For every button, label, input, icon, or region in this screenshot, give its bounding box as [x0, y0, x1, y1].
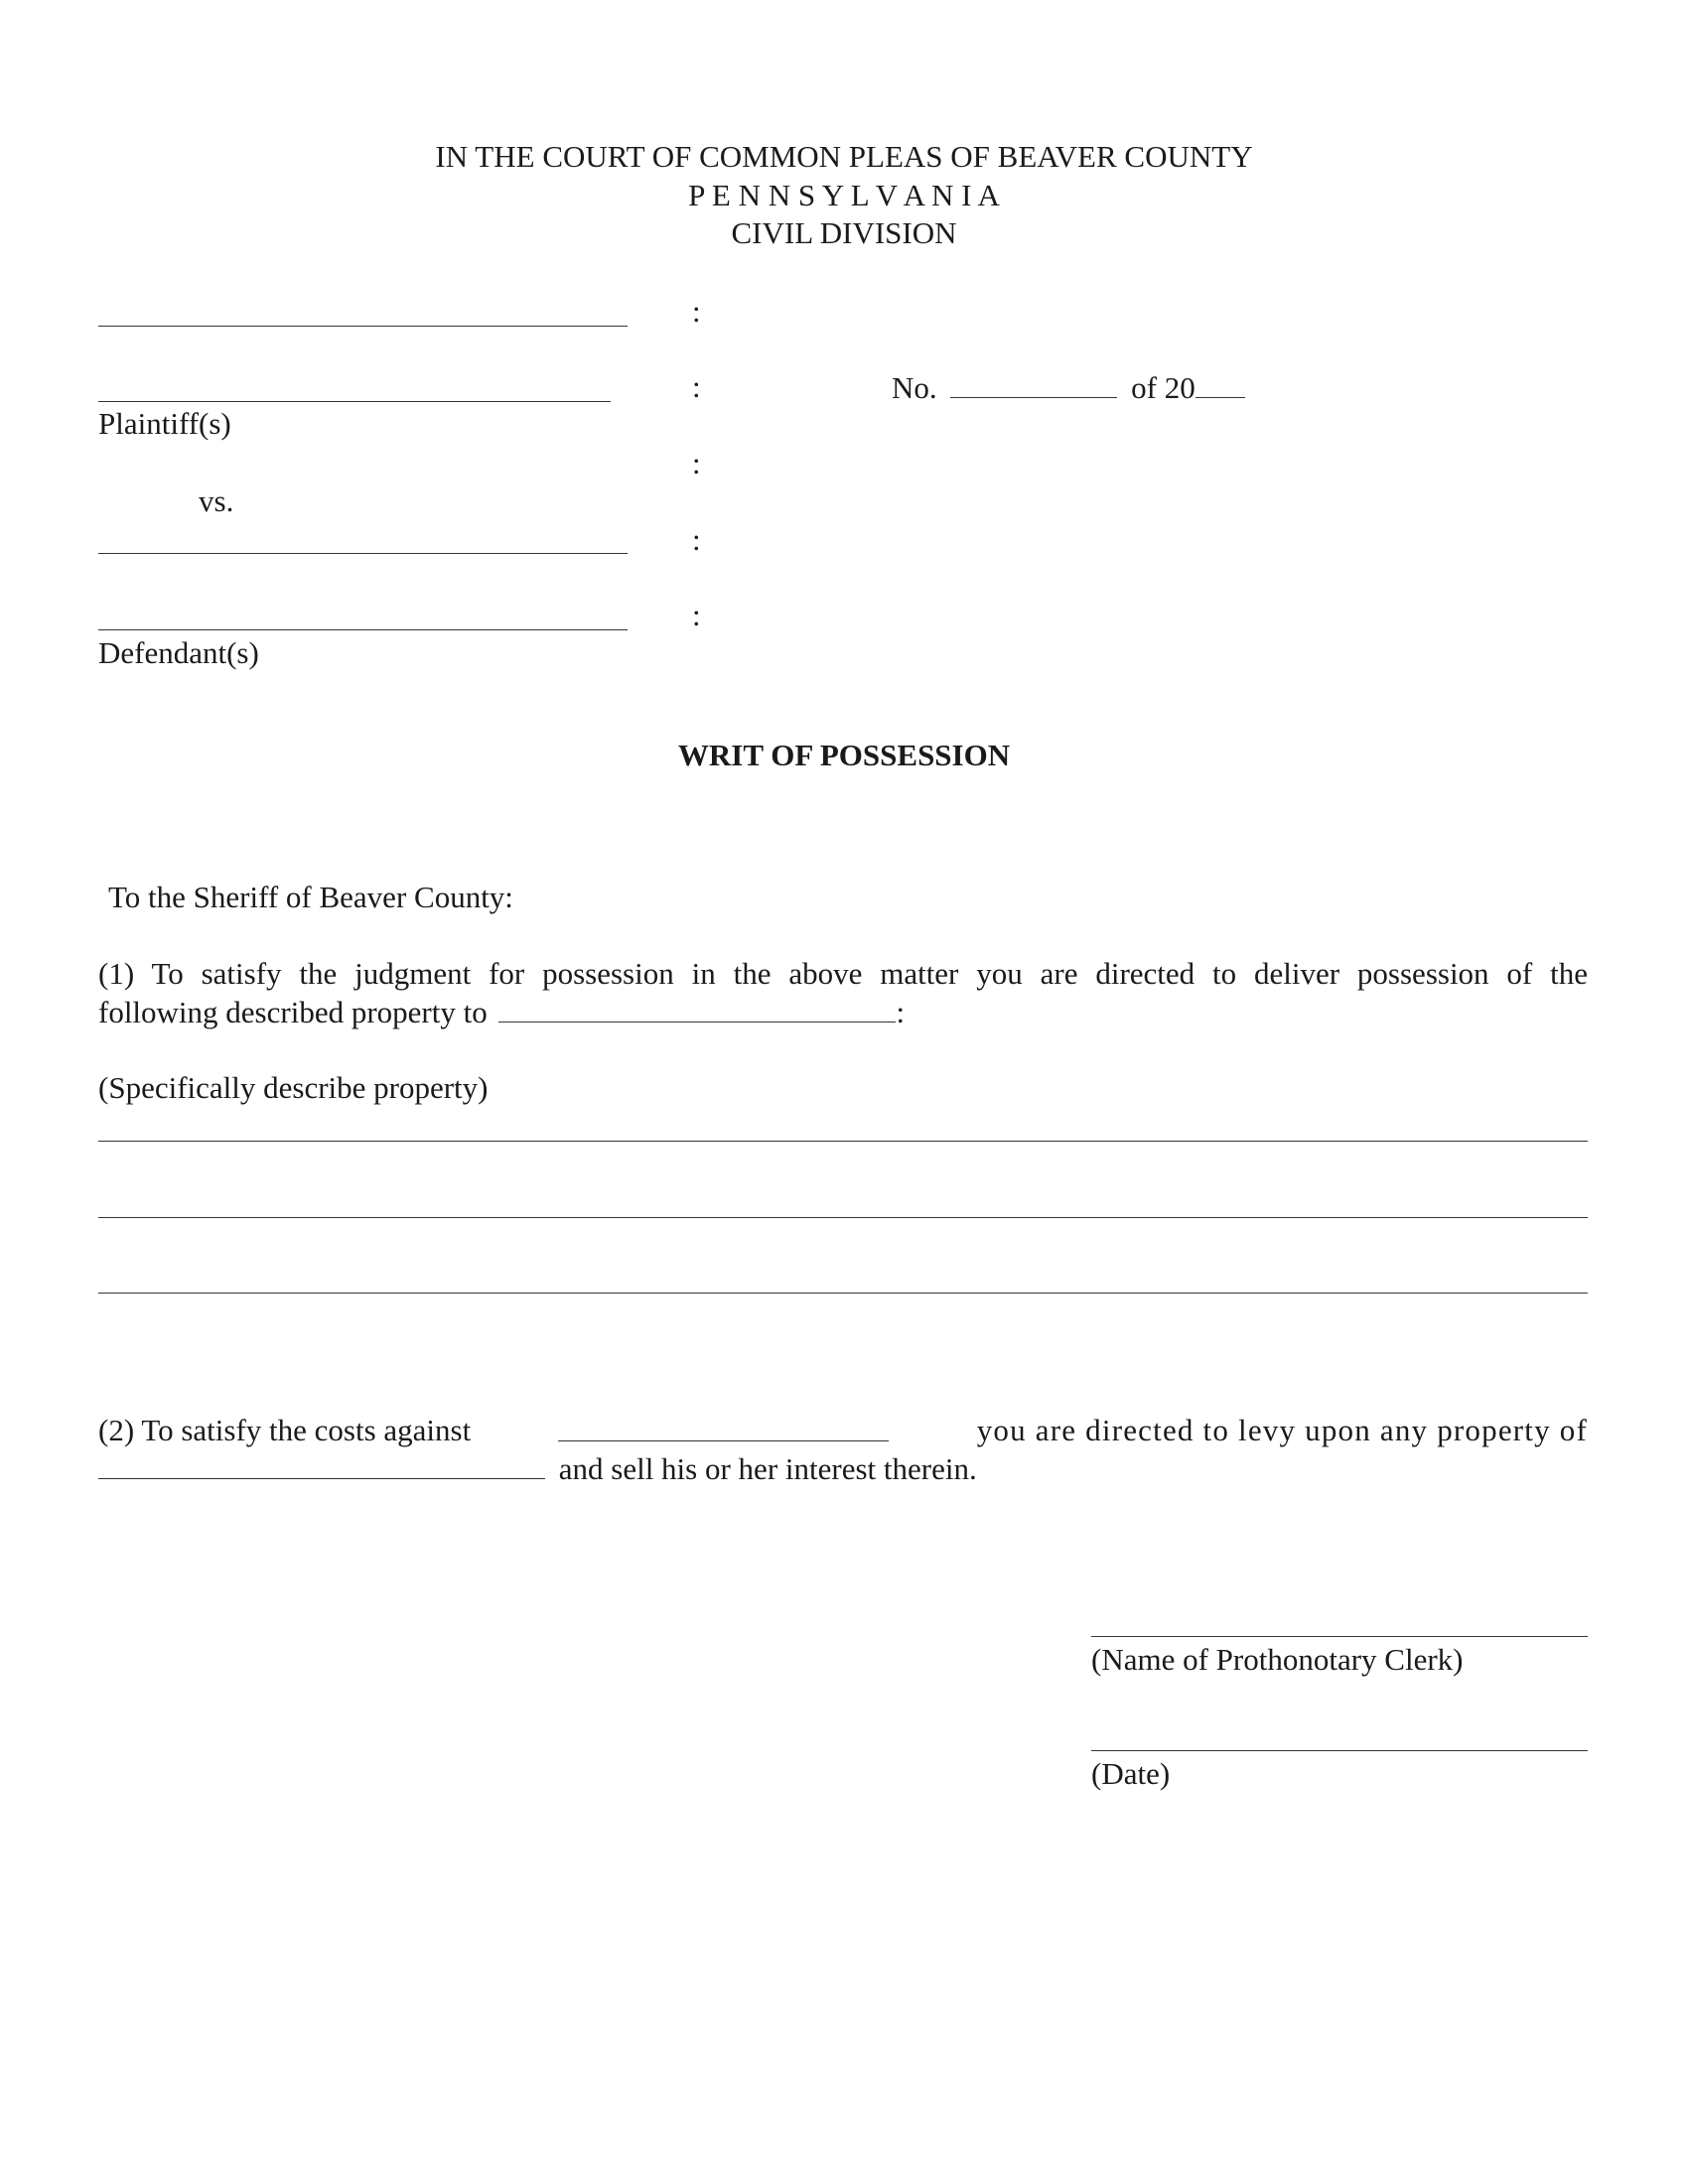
property-line-2[interactable] [98, 1217, 1588, 1218]
division-heading: CIVIL DIVISION [731, 215, 957, 250]
para2-line2-end: and sell his or her interest therein. [558, 1451, 977, 1486]
vs-label: vs. [199, 483, 234, 518]
plaintiff-line-1[interactable] [98, 326, 628, 327]
caption-colon-1: : [692, 294, 701, 329]
caption-colon-2: : [692, 369, 701, 404]
defendant-line-2[interactable] [98, 629, 628, 630]
plaintiff-label: Plaintiff(s) [98, 406, 231, 441]
case-year-field[interactable] [1196, 371, 1245, 398]
caption-colon-4: : [692, 522, 701, 557]
caption-colon-3: : [692, 446, 701, 480]
caption-colon-5: : [692, 598, 701, 632]
para1-line1: (1) To satisfy the judgment for possession in the above matter you are directed to deliver possession of the [98, 956, 1588, 991]
case-number-field[interactable] [950, 371, 1117, 398]
deliver-to-field[interactable] [498, 996, 896, 1023]
para1-line2 [98, 996, 905, 1027]
para2-line1-end: you are directed to levy upon any property of [976, 1413, 1588, 1447]
para2-line1 [98, 1415, 1588, 1445]
clerk-label: (Name of Prothonotary Clerk) [1091, 1642, 1464, 1677]
state-heading: P E N N S Y L V A N I A [688, 178, 1000, 212]
plaintiff-line-2[interactable] [98, 401, 611, 402]
para1-colon: : [896, 995, 906, 1029]
clerk-signature-line[interactable] [1091, 1636, 1588, 1637]
case-no-label: No. [892, 370, 937, 405]
court-heading: IN THE COURT OF COMMON PLEAS OF BEAVER COUNTY [435, 139, 1253, 174]
document-title: WRIT OF POSSESSION [677, 738, 1011, 772]
property-line-3[interactable] [98, 1293, 1588, 1294]
describe-property-label: (Specifically describe property) [98, 1070, 489, 1105]
costs-against-field[interactable] [558, 1415, 889, 1441]
date-line[interactable] [1091, 1750, 1588, 1751]
property-line-1[interactable] [98, 1141, 1588, 1142]
case-year-label: of 20 [1131, 370, 1196, 405]
case-number [892, 371, 1245, 403]
defendant-line-1[interactable] [98, 553, 628, 554]
levy-property-of-field[interactable] [98, 1452, 545, 1479]
salutation: To the Sheriff of Beaver County: [108, 880, 513, 914]
para2-line1-start: (2) To satisfy the costs against [98, 1413, 472, 1447]
defendant-label: Defendant(s) [98, 635, 259, 670]
para2-line2 [98, 1452, 977, 1484]
date-label: (Date) [1091, 1756, 1171, 1791]
para1-line2-text: following described property to [98, 995, 488, 1029]
